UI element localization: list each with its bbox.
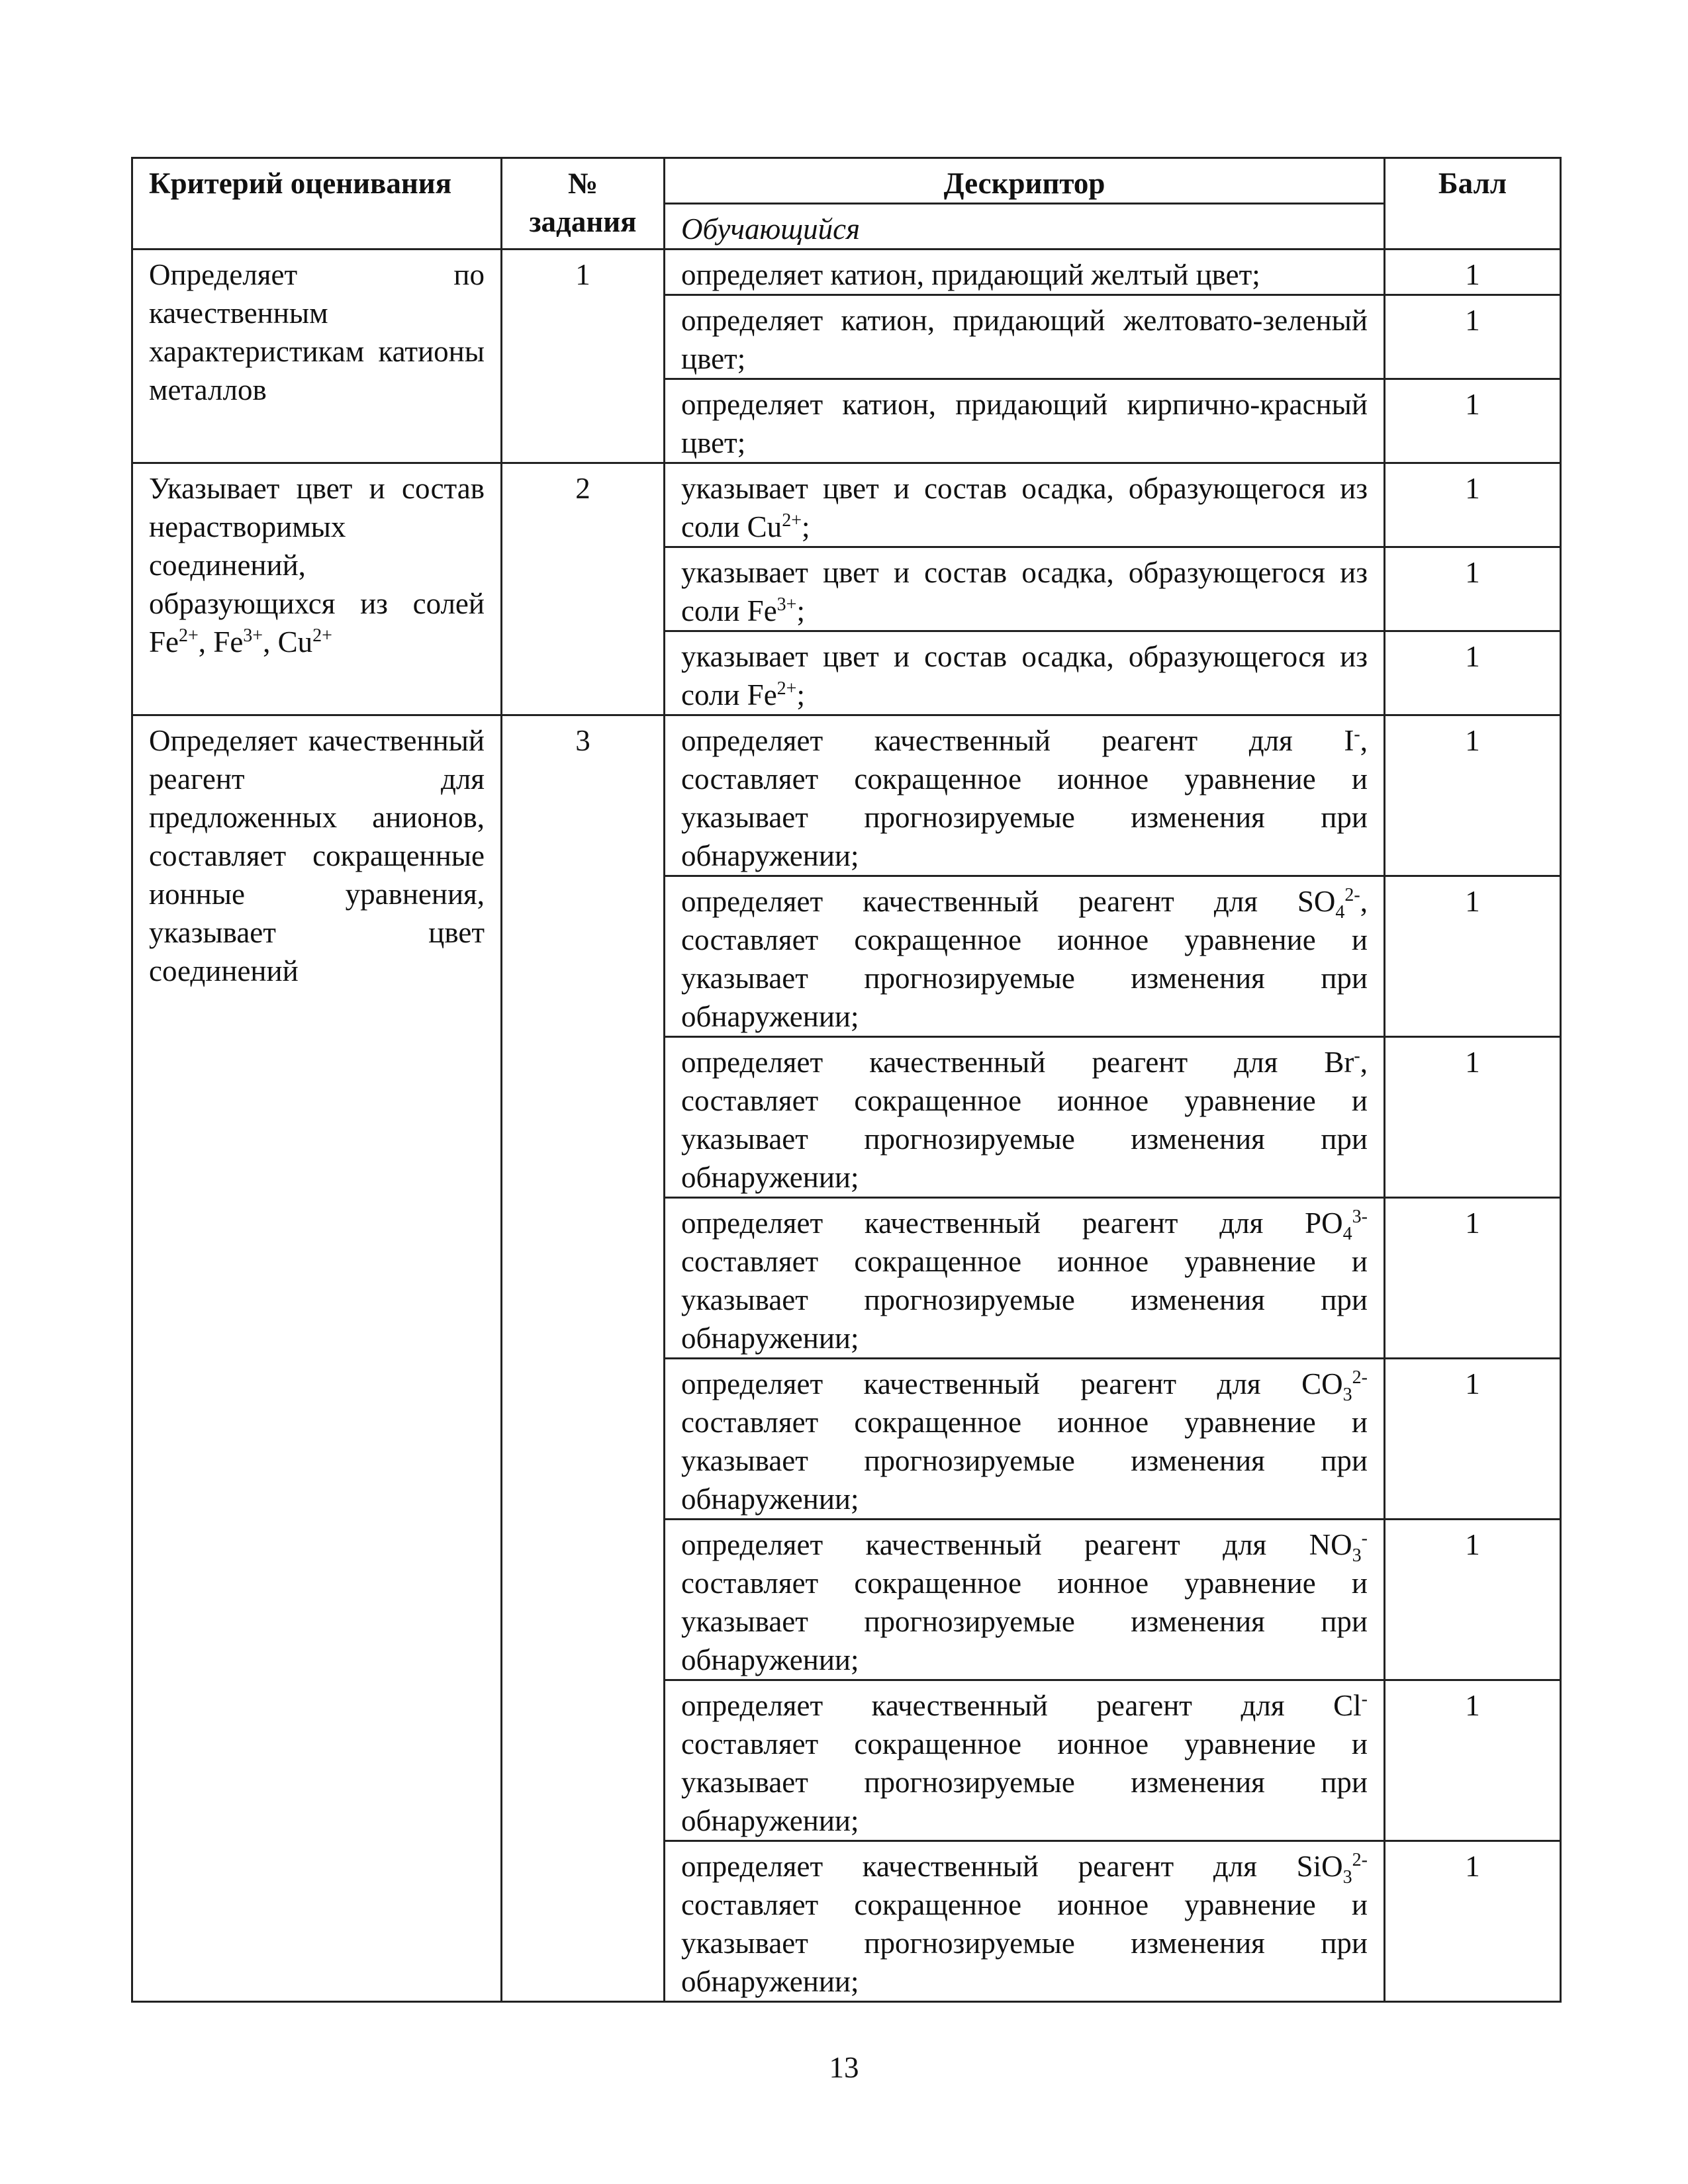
score-value: 1	[1465, 1689, 1480, 1722]
descriptor-tail: составляет сокращенное ионное уравнение и указывает прогнозируемые изменения при обнаружении;	[681, 762, 1368, 872]
descriptor-first-line	[681, 1847, 1368, 1886]
student-subheader	[665, 204, 1385, 250]
descriptor-cell	[665, 1520, 1385, 1680]
score-value: 1	[1465, 304, 1480, 337]
descriptor-cell	[665, 547, 1385, 631]
score-value: 1	[1465, 388, 1480, 421]
ion-subscript: 4	[1342, 1224, 1352, 1244]
page-number: 13	[829, 2051, 859, 2084]
ion-subscript: 3	[1342, 1867, 1352, 1888]
descriptor-text: определяет катион, придающий кирпично-красный цвет;	[681, 388, 1368, 459]
descriptor-first-line	[681, 1043, 1368, 1081]
descriptor-first-line	[681, 1686, 1368, 1725]
criterion-text: Указывает цвет и состав нерастворимых соединений, образующихся из солей	[149, 472, 485, 620]
ion-charge: 3+	[243, 625, 263, 646]
ion-charge: -	[1354, 1046, 1360, 1066]
table-row	[132, 463, 1561, 547]
descriptor-text: определяет качественный реагент для SiO	[681, 1850, 1343, 1883]
descriptor-cell	[665, 1841, 1385, 2002]
descriptor-first-line	[681, 882, 1368, 921]
descriptor-punct: ;	[796, 678, 805, 711]
score-cell	[1385, 250, 1561, 295]
task-number-header-line1: №	[567, 167, 598, 200]
descriptor-tail: составляет сокращенное ионное уравнение и указывает прогнозируемые изменения при обнаружении;	[681, 1727, 1368, 1837]
score-value: 1	[1465, 258, 1480, 291]
score-cell	[1385, 1037, 1561, 1198]
ion-charge: 2+	[776, 678, 797, 699]
descriptor-tail: составляет сокращенное ионное уравнение и указывает прогнозируемые изменения при обнаружении;	[681, 1406, 1368, 1516]
score-header-label: Балл	[1438, 167, 1507, 200]
descriptor-text: определяет качественный реагент для CO	[681, 1367, 1343, 1400]
ion-charge: 3+	[776, 594, 797, 615]
criterion-text: Определяет по качественным характеристикам катионы металлов	[149, 258, 485, 406]
descriptor-first-line	[681, 1525, 1368, 1564]
score-value: 1	[1465, 472, 1480, 505]
descriptor-first-line	[681, 721, 1368, 760]
descriptor-punct: ,	[1360, 885, 1368, 918]
criterion-ions: $Fe^{2+}$, $Fe^{3+}$, $Cu^{2+}$	[149, 625, 332, 659]
descriptor-text: указывает цвет и состав осадка, образующегося из соли Fe	[681, 640, 1368, 711]
descriptor-cell	[665, 250, 1385, 295]
descriptor-text: определяет качественный реагент для Cl	[681, 1689, 1362, 1722]
score-value: 1	[1465, 885, 1480, 918]
criteria-table	[131, 157, 1562, 2003]
score-cell	[1385, 295, 1561, 379]
score-cell	[1385, 1841, 1561, 2002]
descriptor-punct: ;	[796, 594, 805, 627]
score-cell	[1385, 379, 1561, 463]
task-number: 2	[575, 472, 590, 505]
criterion-header	[132, 158, 502, 250]
descriptor-text: определяет качественный реагент для I	[681, 724, 1354, 757]
score-value: 1	[1465, 1850, 1480, 1883]
score-value: 1	[1465, 556, 1480, 589]
student-subheader-label: Обучающийся	[681, 212, 861, 246]
table-row	[132, 715, 1561, 876]
score-cell	[1385, 1520, 1561, 1680]
score-cell	[1385, 876, 1561, 1037]
descriptor-cell	[665, 295, 1385, 379]
score-header	[1385, 158, 1561, 250]
ion-charge: -	[1361, 1689, 1368, 1709]
criterion-cell	[132, 250, 502, 463]
task-number-header-line2: задания	[529, 205, 637, 238]
descriptor-cell	[665, 715, 1385, 876]
descriptor-cell	[665, 379, 1385, 463]
descriptor-header-label: Дескриптор	[943, 167, 1105, 200]
score-cell	[1385, 463, 1561, 547]
ion-charge: 2-	[1352, 1367, 1368, 1388]
ion-charge: -	[1354, 724, 1360, 745]
descriptor-punct: ,	[1360, 1046, 1368, 1079]
score-value: 1	[1465, 1206, 1480, 1240]
descriptor-cell	[665, 1037, 1385, 1198]
ion-charge: -	[1361, 1528, 1368, 1549]
descriptor-cell	[665, 1359, 1385, 1520]
ion-subscript: 3	[1342, 1385, 1352, 1405]
score-value: 1	[1465, 1528, 1480, 1561]
assessment-sheet	[131, 157, 1560, 2003]
descriptor-tail: составляет сокращенное ионное уравнение и указывает прогнозируемые изменения при обнаружении;	[681, 1567, 1368, 1676]
descriptor-cell	[665, 1680, 1385, 1841]
ion-charge: 2-	[1352, 1850, 1368, 1870]
score-value: 1	[1465, 640, 1480, 673]
task-number: 1	[575, 258, 590, 291]
descriptor-text: определяет качественный реагент для NO	[681, 1528, 1352, 1561]
ion-charge: 2-	[1344, 885, 1360, 905]
score-value: 1	[1465, 1046, 1480, 1079]
group-3-body	[132, 715, 1561, 2002]
descriptor-tail: составляет сокращенное ионное уравнение и указывает прогнозируемые изменения при обнаружении;	[681, 1245, 1368, 1355]
ion-charge: 2+	[312, 625, 332, 646]
descriptor-tail: составляет сокращенное ионное уравнение и указывает прогнозируемые изменения при обнаружении;	[681, 1888, 1368, 1998]
descriptor-text: определяет катион, придающий желтовато-зеленый цвет;	[681, 304, 1368, 375]
ion-charge: 3-	[1352, 1206, 1368, 1227]
descriptor-text: определяет катион, придающий желтый цвет;	[681, 258, 1260, 291]
score-cell	[1385, 1680, 1561, 1841]
descriptor-cell	[665, 463, 1385, 547]
descriptor-text: определяет качественный реагент для Br	[681, 1046, 1354, 1079]
ion-symbol: Cu	[277, 625, 313, 659]
task-number-cell	[502, 463, 665, 715]
task-number-cell	[502, 250, 665, 463]
criterion-text: Определяет качественный реагент для предложенных анионов, составляет сокращенные ионные уравнения, указывает цвет соединений	[149, 724, 485, 987]
descriptor-text: определяет качественный реагент для SO	[681, 885, 1336, 918]
score-cell	[1385, 547, 1561, 631]
ion-subscript: 4	[1335, 902, 1345, 923]
descriptor-cell	[665, 876, 1385, 1037]
descriptor-tail: составляет сокращенное ионное уравнение и указывает прогнозируемые изменения при обнаружении;	[681, 1084, 1368, 1194]
descriptor-cell	[665, 1198, 1385, 1359]
descriptor-first-line	[681, 1204, 1368, 1242]
ion-subscript: 3	[1352, 1545, 1362, 1566]
score-value: 1	[1465, 1367, 1480, 1400]
descriptor-text: указывает цвет и состав осадка, образующегося из соли Cu	[681, 472, 1368, 543]
score-cell	[1385, 715, 1561, 876]
task-number-cell	[502, 715, 665, 2002]
task-number-header	[502, 158, 665, 250]
criterion-header-label: Критерий оценивания	[149, 167, 452, 200]
table-row	[132, 250, 1561, 295]
task-number: 3	[575, 724, 590, 757]
criterion-cell	[132, 715, 502, 2002]
ion-symbol: Fe	[213, 625, 244, 659]
criterion-cell	[132, 463, 502, 715]
descriptor-punct: ,	[1360, 724, 1368, 757]
descriptor-cell	[665, 631, 1385, 715]
score-cell	[1385, 631, 1561, 715]
ion-charge: 2+	[179, 625, 199, 646]
ion-charge: 2+	[782, 510, 802, 531]
score-cell	[1385, 1198, 1561, 1359]
header-row	[132, 158, 1561, 204]
ion-symbol: Fe	[149, 625, 179, 659]
descriptor-text: указывает цвет и состав осадка, образующегося из соли Fe	[681, 556, 1368, 627]
descriptor-first-line	[681, 1365, 1368, 1403]
descriptor-text: определяет качественный реагент для PO	[681, 1206, 1343, 1240]
descriptor-punct: ;	[801, 510, 810, 543]
descriptor-tail: составляет сокращенное ионное уравнение и указывает прогнозируемые изменения при обнаружении;	[681, 923, 1368, 1033]
descriptor-header	[665, 158, 1385, 204]
score-value: 1	[1465, 724, 1480, 757]
score-cell	[1385, 1359, 1561, 1520]
